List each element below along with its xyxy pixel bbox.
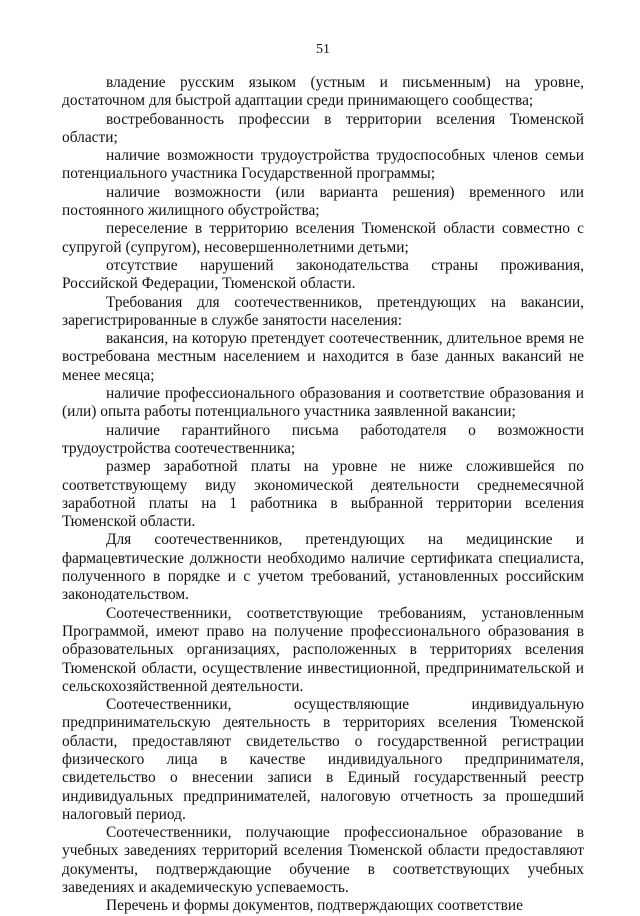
paragraph-10: наличие гарантийного письма работодателя о возможности трудоустройства соотечественника; [62,421,584,457]
paragraph-12: Для соотечественников, претендующих на медицинские и фармацевтические должности необходимо наличие сертификата специалиста, полученного в порядке и с учетом требований, установленных российским законодательством. [62,531,584,604]
paragraph-9: наличие профессионального образования и соответствие образования и (или) опыта работы потенциального участника заявленной вакансии; [62,385,584,421]
paragraph-16: Перечень и формы документов, подтверждающих соответствие [106,897,523,915]
page-number: 51 [316,42,330,57]
paragraph-4: наличие возможности (или варианта решения) временного или постоянного жилищного обустройства; [62,183,584,220]
paragraph-13: Соотечественники, соответствующие требованиям, установленным Программой, имеют право на получение профессионального образования в образовательных организациях, расположенных в территориях вселения Тюменской области, осуществление инвестиционной, предпринимательской и сельскохозяйственной деятельности. [62,604,584,695]
paragraph-15: Соотечественники, получающие профессиональное образование в учебных заведениях территорий вселения Тюменской области предоставляют документы, подтверждающие обучение в соответствующих учебных заведениях и академическую успеваемость. [62,824,584,897]
paragraph-1: владение русским языком (устным и письменным) на уровне, достаточном для быстрой адаптации среди принимающего сообщества; [62,74,584,110]
paragraph-5: переселение в территорию вселения Тюменской области совместно с супругой (супругом), несовершеннолетними детьми; [62,220,584,256]
paragraph-11: размер заработной платы на уровне не ниже сложившейся по соответствующему виду экономической деятельности среднемесячной заработной платы на 1 работника в выбранной территории вселения Тюменской области. [62,458,584,531]
paragraph-7: Требования для соотечественников, претендующих на вакансии, зарегистрированные в службе занятости населения: [62,293,584,329]
paragraph-2: востребованность профессии в территории вселения Тюменской области; [62,110,584,146]
paragraph-8: вакансия, на которую претендует соотечественник, длительное время не востребована местным населением и находится в базе данных вакансий не менее месяца; [62,330,584,384]
paragraph-14: Соотечественники, осуществляющие индивидуальную предпринимательскую деятельность в территориях вселения Тюменской области, предоставляют свидетельство о государственной регистрации физического лица в качестве индивидуального предпринимателя, свидетельство о внесении записи в Единый государственный реестр индивидуальных предпринимателей, налоговую отчетность за прошедший налоговый период. [62,696,584,823]
paragraph-6: отсутствие нарушений законодательства страны проживания, Российской Федерации, Тюменской области. [62,256,584,293]
paragraph-3: наличие возможности трудоустройства трудоспособных членов семьи потенциального участника Государственной программы; [62,147,584,183]
document-page [62,0,584,916]
